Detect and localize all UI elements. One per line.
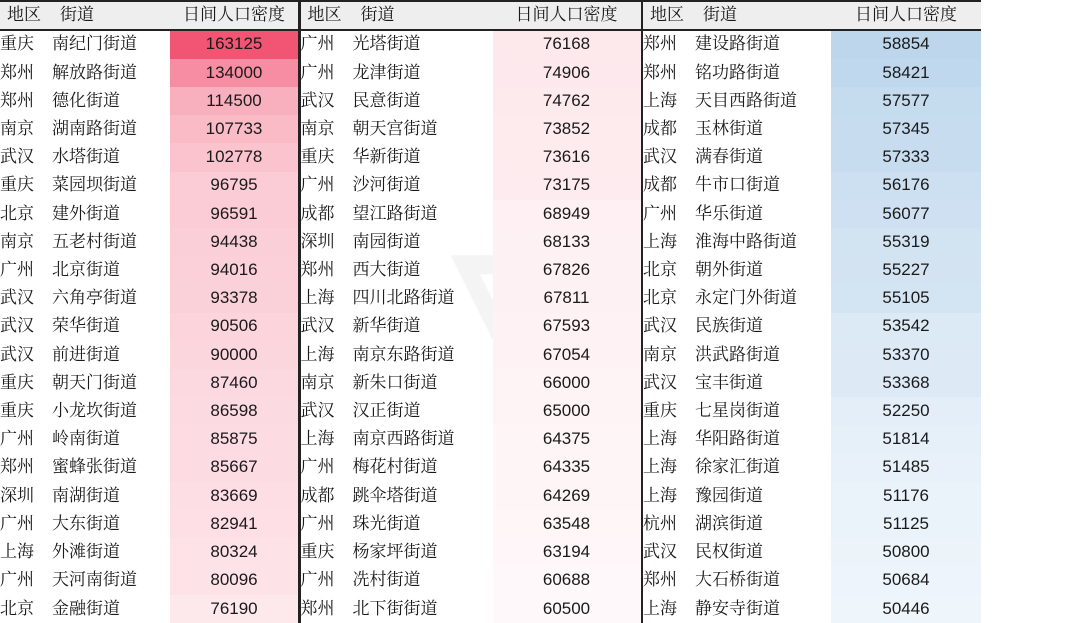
cell-density: 67826 xyxy=(493,256,641,284)
cell-density: 60688 xyxy=(493,566,641,594)
table-row xyxy=(301,200,641,228)
cell-region: 上海 xyxy=(300,344,335,364)
cell-density: 73852 xyxy=(493,115,641,143)
cell-street: 新华街道 xyxy=(352,316,421,336)
cell-street: 南纪门街道 xyxy=(52,34,137,54)
column-header-density: 日间人口密度 xyxy=(493,1,641,30)
table-row xyxy=(643,200,981,228)
cell-density: 94438 xyxy=(170,228,298,256)
cell-density: 51814 xyxy=(831,425,981,453)
cell-region: 南京 xyxy=(300,372,335,392)
table-row xyxy=(301,566,641,594)
cell-street: 民权街道 xyxy=(695,542,763,562)
cell-region: 武汉 xyxy=(643,316,677,336)
cell-density: 80096 xyxy=(170,566,298,594)
cell-region: 南京 xyxy=(0,231,34,251)
cell-density: 56176 xyxy=(831,172,981,200)
cell-region: 北京 xyxy=(0,203,34,223)
table-row xyxy=(643,284,981,312)
table-row xyxy=(301,115,641,143)
cell-region: 上海 xyxy=(643,457,677,477)
cell-region: 郑州 xyxy=(300,260,335,280)
column-header-street: 街道 xyxy=(353,1,493,30)
cell-region: 南京 xyxy=(643,344,677,364)
cell-density: 58854 xyxy=(831,30,981,59)
cell-street: 光塔街道 xyxy=(352,34,421,54)
table-row xyxy=(0,59,298,87)
cell-density: 55227 xyxy=(831,256,981,284)
cell-density: 74762 xyxy=(493,87,641,115)
table-body-1 xyxy=(0,30,298,623)
cell-region: 成都 xyxy=(643,119,677,139)
cell-region: 广州 xyxy=(300,570,335,590)
table-row xyxy=(301,369,641,397)
cell-region: 武汉 xyxy=(300,90,335,110)
table-row xyxy=(0,454,298,482)
table-body-3 xyxy=(643,30,981,623)
cell-density: 74906 xyxy=(493,59,641,87)
table-row xyxy=(301,397,641,425)
cell-density: 86598 xyxy=(170,397,298,425)
table-row xyxy=(0,425,298,453)
cell-street: 豫园街道 xyxy=(695,485,763,505)
table-body-2 xyxy=(301,30,641,623)
table-row xyxy=(643,115,981,143)
table-row xyxy=(643,59,981,87)
cell-street: 前进街道 xyxy=(52,344,120,364)
cell-street: 西大街道 xyxy=(352,260,421,280)
cell-street: 永定门外街道 xyxy=(695,288,797,308)
table-row xyxy=(301,425,641,453)
cell-street: 解放路街道 xyxy=(52,62,137,82)
cell-density: 87460 xyxy=(170,369,298,397)
cell-density: 57345 xyxy=(831,115,981,143)
table-row xyxy=(0,172,298,200)
cell-street: 华新街道 xyxy=(352,147,421,167)
cell-density: 55105 xyxy=(831,284,981,312)
table-row xyxy=(0,284,298,312)
cell-street: 梅花村街道 xyxy=(352,457,438,477)
cell-region: 重庆 xyxy=(0,34,34,54)
table-row xyxy=(301,538,641,566)
cell-street: 玉林街道 xyxy=(695,119,763,139)
cell-street: 水塔街道 xyxy=(52,147,120,167)
table-block-1 xyxy=(0,0,298,623)
cell-street: 七星岗街道 xyxy=(695,401,780,421)
cell-density: 80324 xyxy=(170,538,298,566)
cell-density: 64335 xyxy=(493,454,641,482)
cell-region: 广州 xyxy=(300,62,335,82)
table-row xyxy=(301,341,641,369)
cell-density: 60500 xyxy=(493,595,641,623)
table-row xyxy=(301,454,641,482)
cell-density: 102778 xyxy=(170,143,298,171)
cell-street: 民族街道 xyxy=(695,316,763,336)
cell-street: 南园街道 xyxy=(352,231,421,251)
cell-density: 57333 xyxy=(831,143,981,171)
cell-density: 68133 xyxy=(493,228,641,256)
cell-density: 51125 xyxy=(831,510,981,538)
cell-region: 郑州 xyxy=(0,457,34,477)
cell-region: 武汉 xyxy=(643,542,677,562)
table-row xyxy=(643,341,981,369)
cell-street: 南湖街道 xyxy=(52,485,120,505)
column-header-street: 街道 xyxy=(52,1,170,30)
table-row xyxy=(0,143,298,171)
table-row xyxy=(643,30,981,59)
cell-region: 成都 xyxy=(300,485,335,505)
cell-region: 郑州 xyxy=(643,570,677,590)
cell-region: 郑州 xyxy=(300,598,335,618)
cell-density: 64375 xyxy=(493,425,641,453)
cell-street: 岭南街道 xyxy=(52,429,120,449)
cell-density: 64269 xyxy=(493,482,641,510)
table-row xyxy=(643,256,981,284)
cell-region: 深圳 xyxy=(300,231,335,251)
cell-region: 广州 xyxy=(300,513,335,533)
cell-street: 朝天宫街道 xyxy=(352,119,438,139)
cell-region: 广州 xyxy=(300,457,335,477)
table-row xyxy=(643,143,981,171)
cell-density: 50684 xyxy=(831,566,981,594)
cell-street: 大东街道 xyxy=(52,513,120,533)
cell-region: 武汉 xyxy=(0,147,34,167)
cell-street: 德化街道 xyxy=(52,90,120,110)
table-row xyxy=(301,59,641,87)
cell-street: 龙津街道 xyxy=(352,62,421,82)
cell-street: 北京街道 xyxy=(52,260,120,280)
cell-region: 上海 xyxy=(300,288,335,308)
table-row xyxy=(643,454,981,482)
cell-street: 四川北路街道 xyxy=(352,288,455,308)
cell-density: 82941 xyxy=(170,510,298,538)
table-row xyxy=(0,228,298,256)
cell-region: 成都 xyxy=(643,175,677,195)
table-row xyxy=(643,397,981,425)
cell-density: 67593 xyxy=(493,313,641,341)
cell-street: 铭功路街道 xyxy=(695,62,780,82)
table-row xyxy=(301,313,641,341)
cell-street: 满春街道 xyxy=(695,147,763,167)
cell-street: 静安寺街道 xyxy=(695,598,780,618)
cell-street: 民意街道 xyxy=(352,90,421,110)
cell-region: 杭州 xyxy=(643,513,677,533)
cell-region: 广州 xyxy=(300,34,335,54)
cell-region: 重庆 xyxy=(0,372,34,392)
cell-street: 淮海中路街道 xyxy=(695,231,797,251)
cell-street: 北下街街道 xyxy=(352,598,438,618)
cell-street: 南京西路街道 xyxy=(352,429,455,449)
table-header-row xyxy=(301,1,641,30)
column-header-street: 街道 xyxy=(695,1,831,30)
cell-region: 广州 xyxy=(0,570,34,590)
cell-region: 重庆 xyxy=(300,147,335,167)
table-row xyxy=(0,538,298,566)
cell-density: 114500 xyxy=(170,87,298,115)
column-header-density: 日间人口密度 xyxy=(831,1,981,30)
cell-region: 深圳 xyxy=(0,485,34,505)
cell-density: 63548 xyxy=(493,510,641,538)
cell-density: 67054 xyxy=(493,341,641,369)
table-row xyxy=(643,510,981,538)
cell-region: 重庆 xyxy=(0,175,34,195)
column-header-density: 日间人口密度 xyxy=(170,1,298,30)
cell-street: 宝丰街道 xyxy=(695,372,763,392)
cell-street: 金融街道 xyxy=(52,598,120,618)
cell-street: 建设路街道 xyxy=(695,34,780,54)
cell-region: 上海 xyxy=(0,542,34,562)
cell-density: 63194 xyxy=(493,538,641,566)
cell-density: 90000 xyxy=(170,341,298,369)
cell-street: 沙河街道 xyxy=(352,175,421,195)
table-header-row xyxy=(0,1,298,30)
cell-region: 武汉 xyxy=(300,401,335,421)
column-header-region: 地区 xyxy=(643,1,695,30)
table-row xyxy=(643,538,981,566)
cell-density: 134000 xyxy=(170,59,298,87)
table-row xyxy=(643,87,981,115)
cell-density: 85667 xyxy=(170,454,298,482)
cell-region: 武汉 xyxy=(0,288,34,308)
table-row xyxy=(643,482,981,510)
column-header-region: 地区 xyxy=(0,1,52,30)
cell-region: 武汉 xyxy=(300,316,335,336)
cell-street: 蜜蜂张街道 xyxy=(52,457,137,477)
table-row xyxy=(0,397,298,425)
cell-density: 76190 xyxy=(170,595,298,623)
table-row xyxy=(0,256,298,284)
cell-density: 53370 xyxy=(831,341,981,369)
table-row xyxy=(301,228,641,256)
cell-street: 湖南路街道 xyxy=(52,119,137,139)
table-row xyxy=(301,87,641,115)
cell-density: 65000 xyxy=(493,397,641,425)
cell-density: 51485 xyxy=(831,454,981,482)
cell-street: 天河南街道 xyxy=(52,570,137,590)
cell-density: 50800 xyxy=(831,538,981,566)
cell-region: 上海 xyxy=(643,90,677,110)
table-row xyxy=(0,595,298,623)
cell-region: 广州 xyxy=(0,429,34,449)
table-row xyxy=(301,510,641,538)
cell-region: 北京 xyxy=(643,288,677,308)
cell-density: 68949 xyxy=(493,200,641,228)
cell-density: 51176 xyxy=(831,482,981,510)
cell-street: 湖滨街道 xyxy=(695,513,763,533)
cell-density: 66000 xyxy=(493,369,641,397)
cell-region: 广州 xyxy=(0,260,34,280)
cell-density: 56077 xyxy=(831,200,981,228)
cell-street: 大石桥街道 xyxy=(695,570,780,590)
cell-street: 珠光街道 xyxy=(352,513,421,533)
cell-density: 73175 xyxy=(493,172,641,200)
cell-region: 北京 xyxy=(643,260,677,280)
table-row xyxy=(0,87,298,115)
cell-region: 郑州 xyxy=(0,90,34,110)
cell-street: 朝外街道 xyxy=(695,260,763,280)
cell-region: 重庆 xyxy=(300,542,335,562)
cell-street: 冼村街道 xyxy=(352,570,421,590)
cell-region: 重庆 xyxy=(0,401,34,421)
cell-street: 菜园坝街道 xyxy=(52,175,137,195)
cell-region: 武汉 xyxy=(643,147,677,167)
cell-density: 52250 xyxy=(831,397,981,425)
table-row xyxy=(0,341,298,369)
table-row xyxy=(301,256,641,284)
cell-density: 107733 xyxy=(170,115,298,143)
cell-region: 武汉 xyxy=(0,316,34,336)
table-row xyxy=(301,284,641,312)
cell-street: 汉正街道 xyxy=(352,401,421,421)
cell-region: 上海 xyxy=(643,598,677,618)
cell-density: 96795 xyxy=(170,172,298,200)
table-row xyxy=(301,172,641,200)
table-block-3 xyxy=(643,0,981,623)
cell-density: 53368 xyxy=(831,369,981,397)
cell-region: 上海 xyxy=(643,429,677,449)
table-row xyxy=(0,566,298,594)
cell-street: 华乐街道 xyxy=(695,203,763,223)
table-row xyxy=(301,143,641,171)
table-row xyxy=(0,115,298,143)
table-header-row xyxy=(643,1,981,30)
cell-street: 天目西路街道 xyxy=(695,90,797,110)
table-block-2 xyxy=(301,0,641,623)
cell-street: 华阳路街道 xyxy=(695,429,780,449)
table-row xyxy=(643,313,981,341)
cell-region: 郑州 xyxy=(643,62,677,82)
cell-street: 徐家汇街道 xyxy=(695,457,780,477)
table-row xyxy=(643,425,981,453)
table-row xyxy=(0,482,298,510)
cell-density: 73616 xyxy=(493,143,641,171)
cell-region: 武汉 xyxy=(0,344,34,364)
cell-region: 武汉 xyxy=(643,372,677,392)
table-row xyxy=(0,510,298,538)
cell-region: 上海 xyxy=(643,231,677,251)
cell-region: 广州 xyxy=(300,175,335,195)
cell-region: 南京 xyxy=(300,119,335,139)
cell-region: 重庆 xyxy=(643,401,677,421)
cell-street: 朝天门街道 xyxy=(52,372,137,392)
table-row xyxy=(643,228,981,256)
cell-street: 小龙坎街道 xyxy=(52,401,137,421)
cell-street: 望江路街道 xyxy=(352,203,438,223)
cell-region: 上海 xyxy=(300,429,335,449)
cell-density: 67811 xyxy=(493,284,641,312)
cell-street: 建外街道 xyxy=(52,203,120,223)
cell-density: 55319 xyxy=(831,228,981,256)
cell-density: 90506 xyxy=(170,313,298,341)
cell-region: 郑州 xyxy=(643,34,677,54)
table-row xyxy=(643,172,981,200)
table-row xyxy=(301,30,641,59)
cell-density: 94016 xyxy=(170,256,298,284)
cell-region: 广州 xyxy=(643,203,677,223)
table-row xyxy=(643,595,981,623)
cell-street: 新朱口街道 xyxy=(352,372,438,392)
cell-street: 六角亭街道 xyxy=(52,288,137,308)
cell-density: 163125 xyxy=(170,30,298,59)
cell-density: 57577 xyxy=(831,87,981,115)
cell-street: 跳伞塔街道 xyxy=(352,485,438,505)
table-row xyxy=(0,369,298,397)
cell-region: 成都 xyxy=(300,203,335,223)
cell-street: 五老村街道 xyxy=(52,231,137,251)
table-row xyxy=(301,482,641,510)
table-row xyxy=(643,566,981,594)
cell-street: 牛市口街道 xyxy=(695,175,780,195)
cell-street: 荣华街道 xyxy=(52,316,120,336)
cell-street: 杨家坪街道 xyxy=(352,542,438,562)
cell-street: 外滩街道 xyxy=(52,542,120,562)
cell-density: 58421 xyxy=(831,59,981,87)
table-row xyxy=(301,595,641,623)
column-header-region: 地区 xyxy=(301,1,353,30)
cell-density: 96591 xyxy=(170,200,298,228)
table-row xyxy=(643,369,981,397)
cell-density: 93378 xyxy=(170,284,298,312)
table-row xyxy=(0,313,298,341)
cell-density: 53542 xyxy=(831,313,981,341)
cell-density: 50446 xyxy=(831,595,981,623)
cell-street: 洪武路街道 xyxy=(695,344,780,364)
table-row xyxy=(0,200,298,228)
cell-region: 南京 xyxy=(0,119,34,139)
cell-region: 北京 xyxy=(0,598,34,618)
cell-density: 83669 xyxy=(170,482,298,510)
cell-region: 广州 xyxy=(0,513,34,533)
cell-street: 南京东路街道 xyxy=(352,344,455,364)
cell-density: 76168 xyxy=(493,30,641,59)
cell-region: 郑州 xyxy=(0,62,34,82)
cell-density: 85875 xyxy=(170,425,298,453)
table-row xyxy=(0,30,298,59)
cell-region: 上海 xyxy=(643,485,677,505)
